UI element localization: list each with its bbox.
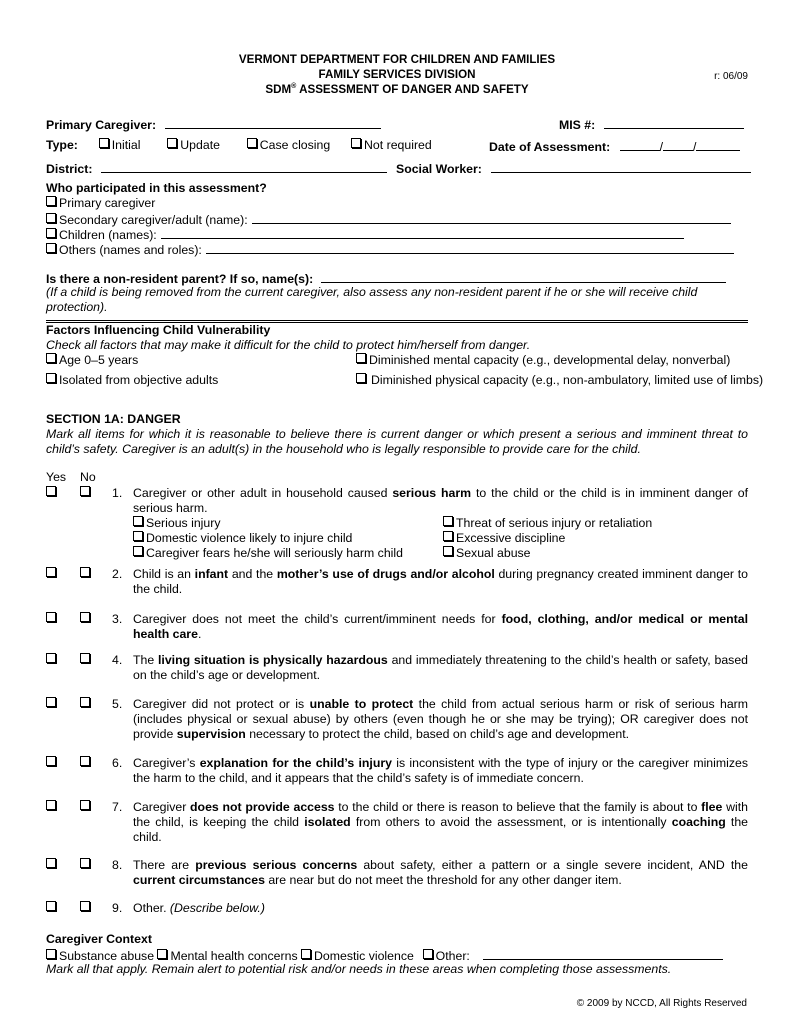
checkbox-isolated[interactable] (46, 373, 56, 383)
copyright: © 2009 by NCCD, All Rights Reserved (576, 998, 747, 1009)
context-note: Mark all that apply. Remain alert to potential risk and/or needs in these areas when completing those assessments. (46, 962, 672, 976)
yes-checkbox[interactable] (46, 697, 56, 707)
no-cell[interactable] (80, 567, 93, 582)
children-input[interactable] (161, 226, 684, 239)
item-text: Caregiver did not protect or is unable to protect the child from actual serious harm or risk of serious harm (includes physical or sexual abuse) by others (even though he or she may be trying); OR caregiver does not provide supervision necessary to protect the child, based on child’s age and development. (133, 697, 749, 741)
mis-row (559, 116, 744, 133)
vulnerability-title: Factors Influencing Child Vulnerability (46, 323, 271, 337)
item-text: Caregiver does not meet the child’s current/imminent needs for food, clothing, and/or medical or mental health care. (133, 612, 748, 641)
no-checkbox[interactable] (80, 800, 90, 810)
context-mental[interactable]: Mental health concerns (157, 949, 297, 963)
type-row (46, 138, 432, 153)
mis-label: MIS #: (559, 118, 596, 132)
yes-cell[interactable] (46, 567, 59, 582)
secondary-caregiver-input[interactable] (252, 211, 731, 224)
form-page (46, 52, 764, 976)
vuln-physical[interactable]: Diminished physical capacity (e.g., non-ambulatory, limited use of limbs) (356, 373, 764, 388)
no-cell[interactable] (80, 800, 93, 815)
type-not-required[interactable]: Not required (351, 138, 432, 152)
item-text: Caregiver’s explanation for the child’s injury is inconsistent with the type of injury or the caregiver minimizes the harm to the child, and it appears that the child’s safety is of immediate concern. (133, 756, 748, 785)
nonresident-note: (If a child is being removed from the current caregiver, also assess any non-resident parent if he or she will receive child protection). (46, 285, 698, 314)
no-checkbox[interactable] (80, 858, 90, 868)
section-title: SECTION 1A: DANGER (46, 412, 181, 426)
primary-caregiver-label: Primary Caregiver: (46, 118, 157, 132)
type-case-closing[interactable]: Case closing (247, 138, 330, 152)
checkbox-update[interactable] (167, 138, 177, 148)
nonresident-input[interactable] (321, 270, 726, 283)
checkbox-other[interactable] (423, 949, 433, 959)
item-number: 8. (112, 858, 123, 872)
sub-option[interactable]: Caregiver fears he/she will seriously harm child (133, 546, 403, 561)
checkbox-mental-health[interactable] (157, 949, 167, 959)
participant-others[interactable]: Others (names and roles): (46, 241, 734, 258)
no-cell[interactable] (80, 901, 93, 916)
type-label: Type: (46, 138, 78, 152)
section-instruction: Mark all items for which it is reasonable to believe there is current danger or which present a serious and imminent threat to child’s safety. Caregiver is an adult(s) in the household who is legally responsible to provide care for the child. (46, 427, 748, 456)
yes-cell[interactable] (46, 800, 59, 815)
checkbox-others[interactable] (46, 243, 56, 253)
sub-option[interactable]: Threat of serious injury or retaliation (443, 516, 652, 531)
no-checkbox[interactable] (80, 486, 90, 496)
yes-checkbox[interactable] (46, 800, 56, 810)
item-text: The living situation is physically hazardous and immediately threatening to the child’s health or safety, based on the child’s age or development. (133, 653, 749, 682)
yes-checkbox[interactable] (46, 756, 56, 766)
checkbox-physical[interactable] (356, 373, 366, 383)
no-checkbox[interactable] (80, 697, 90, 707)
header-line-1: VERMONT DEPARTMENT FOR CHILDREN AND FAMILIES (238, 53, 556, 66)
vulnerability-instruction: Check all factors that may make it difficult for the child to protect him/herself from danger. (46, 338, 531, 352)
sub-checkbox[interactable] (133, 546, 143, 556)
context-dv[interactable]: Domestic violence (301, 949, 414, 963)
item-number: 7. (112, 800, 123, 814)
sub-option[interactable]: Sexual abuse (443, 546, 531, 561)
checkbox-children[interactable] (46, 228, 56, 238)
no-cell[interactable] (80, 697, 93, 712)
item-text: Caregiver does not provide access to the child or there is reason to believe that the family is about to flee with the child, is keeping the child isolated from others to avoid the assessment, or is intentionally coaching the child. (133, 800, 749, 844)
no-cell[interactable] (80, 858, 93, 873)
no-cell[interactable] (80, 612, 93, 627)
item-number: 9. (112, 901, 123, 915)
item-text: Child is an infant and the mother’s use of drugs and/or alcohol during pregnancy created imminent danger to the child. (133, 567, 748, 596)
item-text: Other. (Describe below.) (133, 901, 265, 915)
checkbox-age[interactable] (46, 353, 56, 363)
no-header: No (80, 470, 96, 484)
item-text: Caregiver or other adult in household caused serious harm to the child or the child is in imminent danger of serious harm. (133, 486, 749, 515)
item-number: 5. (112, 697, 123, 711)
type-update[interactable]: Update (167, 138, 220, 152)
mis-input[interactable] (604, 116, 744, 129)
item-number: 4. (112, 653, 123, 667)
yes-checkbox[interactable] (46, 653, 56, 663)
yes-cell[interactable] (46, 697, 59, 712)
item-text: There are previous serious concerns about safety, either a pattern or a single severe incident, AND the current circumstances are near but do not meet the threshold for any other danger item. (133, 858, 748, 887)
no-checkbox[interactable] (80, 612, 90, 622)
district-label: District: (46, 162, 93, 176)
yes-header: Yes (46, 470, 67, 484)
checkbox-primary-caregiver[interactable] (46, 196, 56, 206)
context-title: Caregiver Context (46, 932, 152, 946)
sub-option[interactable]: Domestic violence likely to injure child (133, 531, 352, 546)
participants-title: Who participated in this assessment? (46, 181, 267, 195)
social-worker-input[interactable] (491, 160, 751, 173)
item-number: 2. (112, 567, 123, 581)
yes-checkbox[interactable] (46, 567, 56, 577)
checkbox-domestic-violence[interactable] (301, 949, 311, 959)
sub-checkbox[interactable] (443, 546, 453, 556)
yes-checkbox[interactable] (46, 486, 56, 496)
item-number: 6. (112, 756, 123, 770)
district-input[interactable] (101, 160, 387, 173)
nonresident-question: Is there a non-resident parent? If so, name(s): (46, 272, 314, 286)
item-number: 3. (112, 612, 123, 626)
form-header (46, 52, 748, 97)
checkbox-initial[interactable] (99, 138, 109, 148)
district-row (46, 160, 387, 177)
yes-cell[interactable] (46, 756, 59, 771)
checkbox-secondary-caregiver[interactable] (46, 213, 56, 223)
sub-option[interactable]: Excessive discipline (443, 531, 565, 546)
yes-cell[interactable] (46, 858, 59, 873)
item-number: 1. (112, 486, 123, 500)
date-day-input[interactable] (663, 138, 693, 151)
no-cell[interactable] (80, 756, 93, 771)
sub-checkbox[interactable] (443, 531, 453, 541)
date-row: Date of Assessment: / / (489, 138, 740, 155)
no-cell[interactable] (80, 653, 93, 668)
no-cell[interactable] (80, 486, 93, 501)
vuln-isolated[interactable]: Isolated from objective adults (46, 373, 218, 388)
sub-checkbox[interactable] (133, 516, 143, 526)
yes-cell[interactable] (46, 612, 59, 627)
checkbox-mental[interactable] (356, 353, 366, 363)
date-month-input[interactable] (620, 138, 660, 151)
social-worker-row (396, 160, 751, 177)
date-label: Date of Assessment: (489, 140, 611, 154)
yes-checkbox[interactable] (46, 901, 56, 911)
context-substance[interactable]: Substance abuse (46, 949, 154, 963)
participant-children[interactable]: Children (names): (46, 226, 684, 243)
header-line-2: FAMILY SERVICES DIVISION (318, 68, 476, 81)
no-checkbox[interactable] (80, 567, 90, 577)
vuln-age[interactable]: Age 0–5 years (46, 353, 138, 368)
vuln-mental[interactable]: Diminished mental capacity (e.g., developmental delay, nonverbal) (356, 353, 730, 368)
primary-caregiver-row (46, 116, 381, 133)
sub-checkbox[interactable] (443, 516, 453, 526)
checkbox-not-required[interactable] (351, 138, 361, 148)
yes-checkbox[interactable] (46, 612, 56, 622)
checkbox-substance[interactable] (46, 949, 56, 959)
yes-cell[interactable] (46, 653, 59, 668)
primary-caregiver-input[interactable] (165, 116, 381, 129)
type-initial[interactable]: Initial (99, 138, 141, 152)
no-checkbox[interactable] (80, 756, 90, 766)
participant-secondary[interactable]: Secondary caregiver/adult (name): (46, 211, 731, 228)
date-year-input[interactable] (696, 138, 740, 151)
checkbox-case-closing[interactable] (247, 138, 257, 148)
yes-cell[interactable] (46, 486, 59, 501)
context-other-input[interactable] (483, 947, 723, 960)
others-input[interactable] (206, 241, 734, 254)
header-line-3: SDM® ASSESSMENT OF DANGER AND SAFETY (265, 83, 529, 96)
revision-label: r: 06/09 (714, 71, 748, 82)
participant-primary[interactable]: Primary caregiver (46, 196, 155, 211)
no-checkbox[interactable] (80, 653, 90, 663)
context-other[interactable]: Other: (423, 949, 470, 963)
yes-checkbox[interactable] (46, 858, 56, 868)
social-worker-label: Social Worker: (396, 162, 482, 176)
sub-option[interactable]: Serious injury (133, 516, 221, 531)
sub-checkbox[interactable] (133, 531, 143, 541)
no-checkbox[interactable] (80, 901, 90, 911)
yes-cell[interactable] (46, 901, 59, 916)
